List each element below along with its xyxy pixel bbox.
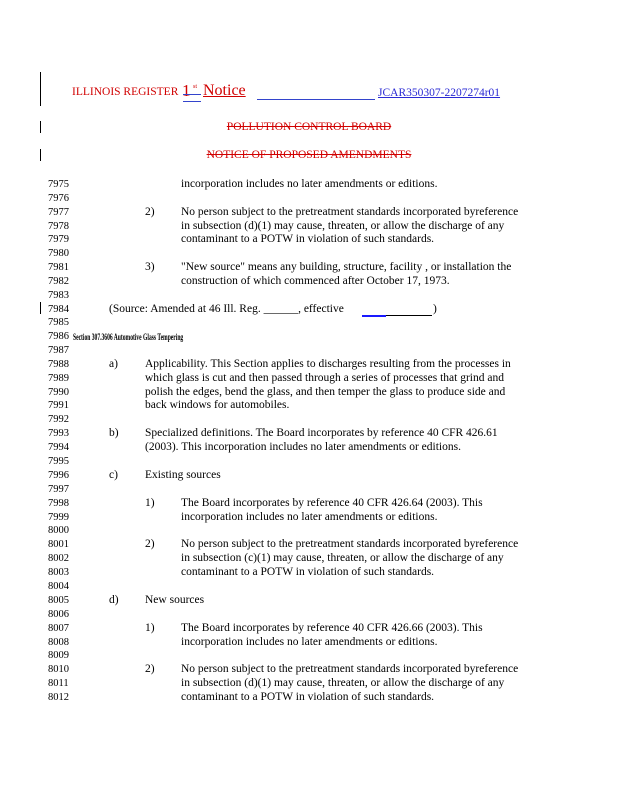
line-number: 7997 — [48, 484, 69, 495]
body-text: in subsection (d)(1) may cause, threaten, or allow the discharge of any — [181, 220, 505, 232]
board-name: POLLUTION CONTROL BOARD — [226, 121, 392, 133]
jcar-code: JCAR350307-2207274r01 — [378, 87, 501, 99]
body-text: Specialized definitions. The Board incorporates by reference 40 CFR 426.61 — [145, 427, 498, 439]
body-text: in subsection (c)(1) may cause, threaten, or allow the discharge of any — [181, 552, 504, 564]
body-text: construction of which commenced after October 17, 1973. — [181, 275, 450, 287]
line-number: 8009 — [48, 650, 69, 661]
line-number: 7995 — [48, 456, 69, 467]
list-marker: b) — [109, 427, 119, 439]
body-text: "New source" means any building, structure, facility , or installation the — [181, 261, 512, 273]
body-text: No person subject to the pretreatment standards incorporated byreference — [181, 538, 519, 550]
superscript-underline-marks — [183, 94, 201, 102]
page-mark: 1 — [182, 81, 191, 100]
line-number: 7981 — [48, 262, 69, 273]
body-text: No person subject to the pretreatment standards incorporated byreference — [181, 663, 519, 675]
list-marker: 1) — [145, 497, 155, 509]
revision-bar-header — [40, 72, 41, 106]
line-number: 7988 — [48, 359, 69, 370]
body-text: back windows for automobiles. — [145, 399, 290, 411]
body-text: incorporation includes no later amendments or editions. — [181, 511, 438, 523]
body-text: incorporation includes no later amendments or editions. — [181, 636, 438, 648]
body-text: contaminant to a POTW in violation of such standards. — [181, 566, 435, 578]
line-number: 7983 — [48, 290, 69, 301]
line-number: 7979 — [48, 234, 69, 245]
line-number: 7982 — [48, 276, 69, 287]
source-note-close: ) — [433, 303, 437, 315]
body-text: polish the edges, bend the glass, and then temper the glass to produce side and — [145, 386, 506, 398]
list-marker: 2) — [145, 663, 155, 675]
line-number: 8010 — [48, 664, 69, 675]
line-number: 8002 — [48, 553, 69, 564]
effective-date-blank-blue — [362, 315, 386, 317]
list-marker: 2) — [145, 206, 155, 218]
notice-underline — [257, 99, 375, 100]
body-text: No person subject to the pretreatment standards incorporated byreference — [181, 206, 519, 218]
body-text: The Board incorporates by reference 40 CFR 426.64 (2003). This — [181, 497, 483, 509]
line-number: 7980 — [48, 248, 69, 259]
line-number: 8001 — [48, 539, 69, 550]
body-text: contaminant to a POTW in violation of such standards. — [181, 233, 435, 245]
line-number: 7999 — [48, 512, 69, 523]
line-number: 7993 — [48, 428, 69, 439]
line-number: 7994 — [48, 442, 69, 453]
line-number: 7991 — [48, 400, 69, 411]
line-number: 8011 — [48, 678, 69, 689]
line-number: 8007 — [48, 623, 69, 634]
line-number: 7986 — [48, 331, 69, 342]
body-text: which glass is cut and then passed through a series of processes that grind and — [145, 372, 504, 384]
section-heading: Section 307.3606 Automotive Glass Tempering — [73, 332, 184, 342]
line-number: 8008 — [48, 637, 69, 648]
list-marker: 1) — [145, 622, 155, 634]
list-marker: 2) — [145, 538, 155, 550]
line-number: 7990 — [48, 387, 69, 398]
line-number: 8006 — [48, 609, 69, 620]
line-number: 7975 — [48, 179, 69, 190]
body-text: contaminant to a POTW in violation of such standards. — [181, 691, 435, 703]
effective-date-blank — [386, 315, 432, 316]
register-title: ILLINOIS REGISTER — [72, 86, 179, 98]
line-number: 8000 — [48, 525, 69, 536]
source-note: (Source: Amended at 46 Ill. Reg. ______, effective — [109, 303, 344, 315]
body-text: in subsection (d)(1) may cause, threaten, or allow the discharge of any — [181, 677, 505, 689]
body-text: New sources — [145, 594, 205, 606]
notice-heading: Notice — [203, 82, 246, 99]
page-mark-superscript: st — [193, 84, 198, 90]
line-number: 8012 — [48, 692, 69, 703]
body-text: (2003). This incorporation includes no later amendments or editions. — [145, 441, 461, 453]
list-marker: c) — [109, 469, 118, 481]
line-number: 8003 — [48, 567, 69, 578]
line-number: 7989 — [48, 373, 69, 384]
line-number: 7996 — [48, 470, 69, 481]
line-number: 7978 — [48, 221, 69, 232]
line-number: 7998 — [48, 498, 69, 509]
body-text: The Board incorporates by reference 40 CFR 426.66 (2003). This — [181, 622, 483, 634]
line-number: 7984 — [48, 304, 69, 315]
list-marker: d) — [109, 594, 119, 606]
revision-bar-7984 — [40, 302, 41, 314]
list-marker: 3) — [145, 261, 155, 273]
line-number: 8004 — [48, 581, 69, 592]
body-text: Existing sources — [145, 469, 221, 481]
body-text: incorporation includes no later amendments or editions. — [181, 178, 438, 190]
notice-title: NOTICE OF PROPOSED AMENDMENTS — [206, 149, 412, 161]
line-number: 7992 — [48, 414, 69, 425]
list-marker: a) — [109, 358, 118, 370]
line-number: 7976 — [48, 193, 69, 204]
line-number: 7977 — [48, 207, 69, 218]
line-number: 7987 — [48, 345, 69, 356]
line-number: 7985 — [48, 317, 69, 328]
body-text: Applicability. This Section applies to discharges resulting from the processes in — [145, 358, 511, 370]
line-number: 8005 — [48, 595, 69, 606]
